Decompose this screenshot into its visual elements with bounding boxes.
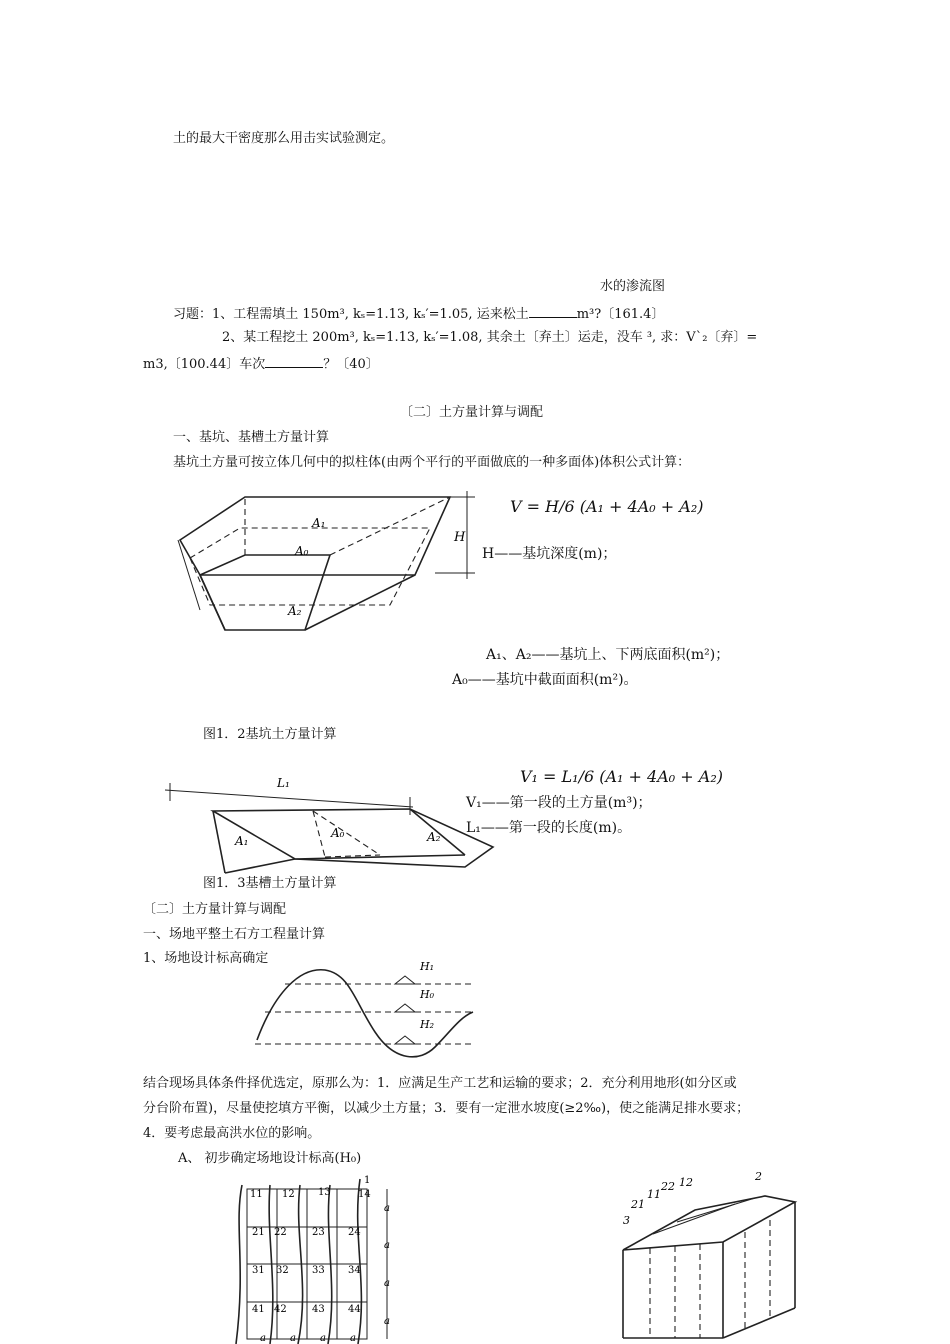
level-marker [395,1004,415,1012]
pit-edge [305,575,415,630]
grid-label-12: 12 [282,1189,295,1200]
grid-label-13: 13 [318,1187,331,1198]
trench-l-definition: L₁——第一段的长度(m)。 [466,820,632,836]
pit-edge [178,540,200,610]
grid-label-34: 34 [348,1265,361,1276]
trench-mid-section [313,811,380,855]
answer-blank-2 [265,355,323,368]
exercise-line3-tail: ？〔40〕 [323,357,379,372]
iso-edge [723,1308,795,1338]
grid-label-24: 24 [348,1227,361,1238]
trench-label-a2: A₂ [427,830,441,844]
iso-label-3: 3 [623,1214,630,1227]
principle-line3: 4．要考虑最高洪水位的影响。 [143,1126,321,1141]
trench-formula: V₁ = L₁/6 (A₁ + 4A₀ + A₂) [520,767,723,786]
terrain-diagram [255,962,475,1072]
grid-label-33: 33 [312,1265,325,1276]
pit-diagram [170,485,490,645]
iso-label-22: 22 [661,1180,675,1193]
trench-edge [213,811,225,873]
section1-title: 〔二〕土方量计算与调配 [400,405,544,420]
grid-label-42: 42 [274,1304,287,1315]
l1-dim-line [165,790,413,807]
contour-line [236,1185,242,1344]
pit-a-definition: A₁、A₂——基坑上、下两底面积(m²)； [486,647,730,663]
trench-edge [225,859,295,873]
section2-title: 〔二〕土方量计算与调配 [143,902,287,917]
section2-subtitle: 一、场地平整土石方工程量计算 [143,927,326,942]
section1-description: 基坑土方量可按立体几何中的拟柱体(由两个平行的平面做底的一种多面体)体积公式计算： [173,455,691,470]
grid-label-11: 11 [250,1189,263,1200]
pit-label-a0: A₀ [295,544,309,558]
iso-top-grid [677,1198,755,1222]
iso-label-12: 12 [679,1176,693,1189]
pit-top-face [180,497,450,575]
grid-diagram [232,1175,412,1344]
grid-label-32: 32 [276,1265,289,1276]
section1-subtitle: 一、基坑、基槽土方量计算 [173,430,330,445]
level-marker [395,1036,415,1044]
iso-top [623,1196,795,1250]
grid-side-a: a [384,1278,390,1289]
contour-line [358,1179,362,1344]
iso-label-11: 11 [647,1188,661,1201]
terrain-label-h2: H₂ [420,1018,435,1031]
step-a-heading: A、 初步确定场地设计标高(H₀) [178,1151,362,1166]
pit-label-h: H [454,530,466,545]
exercise-line1 [173,305,664,323]
iso-label-2: 2 [755,1170,762,1183]
pit-a0-definition: A₀——基坑中截面面积(m²)。 [452,672,638,688]
exercise-line1-tail: m³?〔161.4〕 [576,307,665,322]
pit-edge [200,575,225,630]
section2-subtitle2: 1、场地设计标高确定 [143,951,269,966]
grid-side-a: a [384,1203,390,1214]
terrain-label-h0: H₀ [420,988,435,1001]
pit-formula: V = H/6 (A₁ + 4A₀ + A₂) [510,497,704,516]
trench-diagram [165,775,500,875]
principle-line2: 分台阶布置)，尽量使挖填方平衡，以减少土方量；3．要有一定泄水坡度(≥2‰)，使之能满足排水要求； [143,1101,750,1116]
pit-label-a2: A₂ [288,604,302,618]
grid-label-22: 22 [274,1227,287,1238]
pit-label-a1: A₁ [312,516,326,530]
iso-top-grid [653,1204,735,1234]
trench-caption: 图1．3基槽土方量计算 [203,876,337,891]
exercise-line2: 2、某工程挖土 200m³, kₛ=1.13, kₛ′=1.08, 其余土〔弃土〕运走，没车 ³, 求：V`₂〔弃〕= [222,330,758,345]
trench-edge [295,855,465,859]
intro-line: 土的最大干密度那么用击实试验测定。 [173,131,395,146]
pit-mid-section [190,528,430,605]
grid-bottom-a: a [290,1333,296,1344]
terrain-label-h1: H₁ [420,960,435,973]
trench-label-a0: A₀ [331,826,345,840]
grid-label-21: 21 [252,1227,265,1238]
principle-line1: 结合现场具体条件择优选定，原那么为：1．应满足生产工艺和运输的要求；2．充分利用地形(如分区或 [143,1076,737,1091]
level-marker [395,976,415,984]
trench-label-a1: A₁ [235,834,249,848]
trench-v-definition: V₁——第一段的土方量(m³)； [466,795,652,811]
grid-label-41: 41 [252,1304,265,1315]
pit-hidden-edge [330,497,450,555]
grid-top-label: 1 [364,1175,371,1186]
grid-label-14: 14 [358,1189,371,1200]
grid-bottom-a: a [350,1333,356,1344]
grid-label-23: 23 [312,1227,325,1238]
trench-label-l1: L₁ [277,776,290,790]
exercise-line3-text: m3,〔100.44〕车次 [143,357,266,372]
isometric-diagram [605,1168,805,1344]
grid-label-44: 44 [348,1304,361,1315]
grid-side-a: a [384,1240,390,1251]
iso-label-21: 21 [631,1198,645,1211]
exercise-line1-text: 习题：1、工程需填土 150m³, kₛ=1.13, kₛ′=1.05, 运来松土 [173,307,529,322]
grid-label-43: 43 [312,1304,325,1315]
pit-caption: 图1．2基坑土方量计算 [203,727,337,742]
pit-h-definition: H——基坑深度(m)； [482,546,617,562]
exercise-line3 [143,355,379,373]
grid-bottom-a: a [260,1333,266,1344]
answer-blank-1 [529,305,577,318]
grid-label-31: 31 [252,1265,265,1276]
seepage-caption: 水的渗流图 [600,279,666,294]
grid-side-a: a [384,1316,390,1327]
grid-bottom-a: a [320,1333,326,1344]
